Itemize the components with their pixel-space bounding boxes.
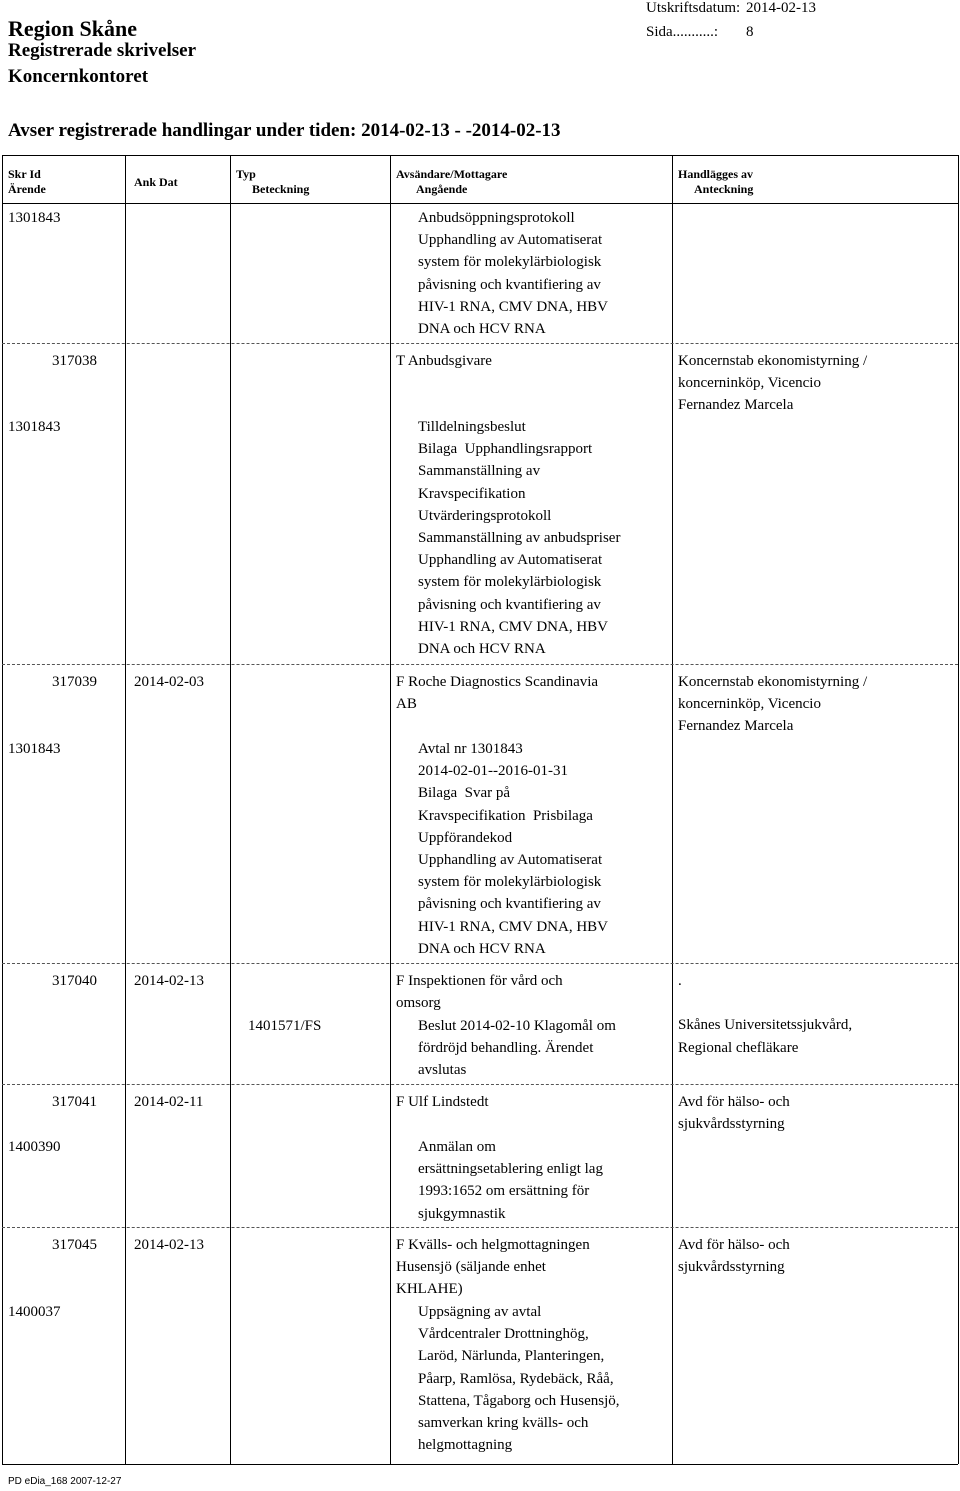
register-subtitle: Registrerade skrivelser xyxy=(8,40,197,61)
column-divider xyxy=(230,155,231,1464)
entry-arende: 1400037 xyxy=(8,1304,61,1320)
print-date: 2014-02-13 xyxy=(746,0,816,16)
col-skr-id: Skr Id xyxy=(8,167,41,181)
row-separator xyxy=(2,963,958,964)
header-bottom-border xyxy=(2,203,958,204)
entry-sender: F Roche Diagnostics Scandinavia AB xyxy=(396,674,599,713)
office-title: Koncernkontoret xyxy=(8,66,149,87)
entry-id: 317038 xyxy=(52,353,97,369)
entry-handler: . Skånes Universitetssjukvård, Regional chefläkare xyxy=(678,973,853,1056)
row-separator xyxy=(2,664,958,665)
entry-id: 317041 xyxy=(52,1094,97,1110)
col-avsandare: Avsändare/Mottagare xyxy=(396,167,508,181)
col-beteckning: Beteckning xyxy=(252,182,310,196)
period-title: Avser registrerade handlingar under tiden: 2014-02-13 - -2014-02-13 xyxy=(8,120,561,141)
entry-subject: Anbudsöppningsprotokoll Upphandling av Automatiserat system för molekylärbiologisk påvisning och kvantifiering av HIV-1 RNA, CMV DNA, HBV DNA och HCV RNA xyxy=(418,210,609,338)
entry-date: 2014-02-13 xyxy=(134,973,204,989)
footer-code: PD eDia_168 2007-12-27 xyxy=(8,1476,122,1487)
col-handlagges: Handlägges av xyxy=(678,167,754,181)
entry-date: 2014-02-03 xyxy=(134,674,204,690)
column-divider xyxy=(390,155,391,1464)
entry-sender: F Ulf Lindstedt xyxy=(396,1094,489,1110)
page-number: 8 xyxy=(746,24,754,40)
row-separator xyxy=(2,343,958,344)
entry-handler: Koncernstab ekonomistyrning / koncerninköp, Vicencio Fernandez Marcela xyxy=(678,674,868,735)
entry-subject: Avtal nr 1301843 2014-02-01--2016-01-31 Bilaga Svar på Kravspecifikation Prisbilaga Uppförandekod Upphandling av Automatiserat system för molekylärbiologisk påvisning och kvantifiering av HIV-1 RNA, CMV DNA, HBV DNA och HCV RNA xyxy=(418,741,609,957)
print-date-label: Utskriftsdatum: xyxy=(646,0,741,16)
entry-arende: 1400390 xyxy=(8,1139,61,1155)
entry-sender: T Anbudsgivare xyxy=(396,353,492,369)
entry-id: 317039 xyxy=(52,674,97,690)
col-anteckning: Anteckning xyxy=(694,182,754,196)
table-top-border xyxy=(2,155,958,156)
column-divider xyxy=(958,155,959,1464)
column-divider xyxy=(125,155,126,1464)
entry-arende: 1301843 xyxy=(8,419,61,435)
entry-subject: Uppsägning av avtal Vårdcentraler Drottninghög, Laröd, Närlunda, Planteringen, Påarp, Ramlösa, Rydebäck, Råå, Stattena, Tågaborg och Husensjö, samverkan kring kvälls- och helgmottagning xyxy=(418,1304,620,1454)
column-divider xyxy=(2,155,3,1464)
entry-subject: Anmälan om ersättningsetablering enligt lag 1993:1652 om ersättning för sjukgymnastik xyxy=(418,1139,603,1222)
org-title: Region Skåne xyxy=(8,16,137,41)
entry-sender: F Inspektionen för vård och omsorg xyxy=(396,973,563,1012)
table-bottom-border xyxy=(2,1464,958,1465)
entry-arende: 1301843 xyxy=(8,741,61,757)
col-arende: Ärende xyxy=(8,182,46,196)
entry-handler: Avd för hälso- och sjukvårdsstyrning xyxy=(678,1094,790,1133)
entry-handler: Avd för hälso- och sjukvårdsstyrning xyxy=(678,1237,790,1276)
entry-date: 2014-02-11 xyxy=(134,1094,204,1110)
page-label: Sida...........: xyxy=(646,24,719,40)
entry-subject: Tilldelningsbeslut Bilaga Upphandlingsrapport Sammanställning av Kravspecifikation Utvärderingsprotokoll Sammanställning av anbudspriser Upphandling av Automatiserat system för molekylärbiologisk påvisning och kvantifiering av HIV-1 RNA, CMV DNA, HBV DNA och HCV RNA xyxy=(418,419,621,658)
entry-arende: 1301843 xyxy=(8,210,61,226)
col-angaende: Angående xyxy=(416,182,468,196)
column-divider xyxy=(672,155,673,1464)
entry-id: 317045 xyxy=(52,1237,97,1253)
row-separator xyxy=(2,1227,958,1228)
entry-beteckning: 1401571/FS xyxy=(248,1018,322,1034)
row-separator xyxy=(2,1084,958,1085)
entry-handler: Koncernstab ekonomistyrning / koncerninköp, Vicencio Fernandez Marcela xyxy=(678,353,868,414)
entry-subject: Beslut 2014-02-10 Klagomål om fördröjd behandling. Ärendet avslutas xyxy=(418,1018,616,1079)
entry-date: 2014-02-13 xyxy=(134,1237,204,1253)
col-ank-dat: Ank Dat xyxy=(134,175,178,189)
entry-sender: F Kvälls- och helgmottagningen Husensjö (säljande enhet KHLAHE) xyxy=(396,1237,590,1298)
entry-id: 317040 xyxy=(52,973,97,989)
col-typ: Typ xyxy=(236,167,256,181)
